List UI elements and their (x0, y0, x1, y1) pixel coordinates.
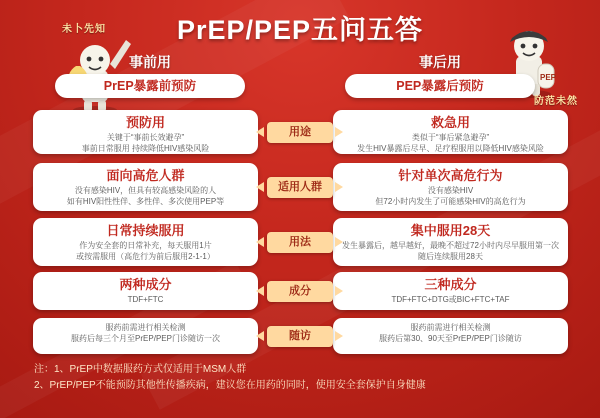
card-subtext-line: 没有感染HIV，但具有较高感染风险的人 (74, 186, 217, 195)
card-subtext-line: 如有HIV阳性性伴、多性伴、多次使用PEP等 (66, 196, 225, 206)
card-subtext-line: 但72小时内发生了可能感染HIV的高危行为 (375, 196, 526, 206)
row-tag: 用法 (267, 232, 333, 253)
card-subtext-line: 或按需服用（高危行为前后服用2-1-1） (76, 251, 215, 261)
card-subtext-line: 服药后每三个月至PrEP/PEP门诊随访一次 (71, 333, 220, 343)
pep-card (333, 110, 568, 154)
card-subtext-line: 没有感染HIV (427, 186, 474, 195)
arrow-right-icon (335, 286, 343, 296)
card-subtext (40, 133, 251, 154)
footnotes (34, 362, 574, 394)
left-corner-label: 未卜先知 (62, 24, 106, 35)
pep-card (333, 163, 568, 211)
arrow-right-icon (335, 127, 343, 137)
arrow-left-icon (256, 286, 264, 296)
arrow-left-icon (256, 182, 264, 192)
arrow-right-icon (335, 237, 343, 247)
row-tag: 适用人群 (267, 177, 333, 198)
card-title: 针对单次高危行为 (398, 168, 503, 183)
prep-card (33, 318, 258, 354)
arrow-left-icon (256, 127, 264, 137)
card-title: 救急用 (430, 115, 470, 130)
card-subtext-line: 服药后第30、90天至PrEP/PEP门诊随访 (379, 333, 522, 343)
card-subtext (340, 186, 561, 207)
pep-card (333, 272, 568, 310)
card-subtext-line: 发生HIV暴露后尽早、足疗程服用以降低HIV感染风险 (357, 143, 544, 153)
pep-pill: PEP暴露后预防 (345, 74, 535, 98)
row-tag: 随访 (267, 326, 333, 347)
prep-card (33, 272, 258, 310)
card-subtext (40, 241, 251, 262)
card-subtext-line: 事前日常服用 持续降低HIV感染风险 (81, 143, 210, 153)
card-subtext-line: 发生暴露后，越早越好，最晚不超过72小时内尽早服用第一次 (342, 241, 559, 250)
arrow-left-icon (256, 331, 264, 341)
page-title: PrEP/PEP五问五答 (176, 15, 424, 45)
card-title: 集中服用28天 (410, 223, 491, 238)
card-subtext-line: 随后连续服用28天 (418, 251, 483, 261)
left-column-heading: 事前用 (129, 54, 171, 70)
prep-card (33, 163, 258, 211)
pep-card (333, 218, 568, 266)
card-subtext-line: 服药前需进行相关检测 (105, 323, 186, 332)
prep-card (33, 110, 258, 154)
card-subtext-line: TDF+FTC+DTG或BIC+FTC+TAF (391, 295, 510, 304)
arrow-right-icon (335, 182, 343, 192)
prep-pill: PrEP暴露前预防 (55, 74, 245, 98)
card-subtext (40, 323, 251, 344)
card-title: 预防用 (125, 115, 165, 130)
row-tag: 成分 (267, 281, 333, 302)
card-title: 两种成分 (119, 277, 172, 292)
right-corner-label: 防范未然 (534, 96, 578, 107)
card-title: 面向高危人群 (106, 168, 185, 183)
footnote-1: 注：1、PrEP中数据服药方式仅适用于MSM人群 (34, 364, 247, 375)
arrow-right-icon (335, 331, 343, 341)
card-subtext (340, 295, 561, 306)
card-subtext (340, 323, 561, 344)
card-subtext-line: 作为安全套的日常补充，每天服用1片 (79, 241, 212, 250)
footnote-2: 2、PrEP/PEP不能预防其他性传播疾病，建议您在用药的同时，使用安全套保护自身健康 (34, 380, 426, 391)
card-subtext-line: 类似于“事后紧急避孕” (411, 133, 490, 142)
row-tag: 用途 (267, 122, 333, 143)
card-subtext (40, 186, 251, 207)
card-title: 三种成分 (424, 277, 477, 292)
prep-card (33, 218, 258, 266)
card-subtext (340, 241, 561, 262)
right-column-heading: 事后用 (419, 54, 461, 70)
arrow-left-icon (256, 237, 264, 247)
card-subtext (340, 133, 561, 154)
card-subtext-line: TDF+FTC (127, 295, 164, 304)
pep-card (333, 318, 568, 354)
card-subtext-line: 关键于“事前长效避孕” (106, 133, 185, 142)
card-subtext (40, 295, 251, 306)
card-title: 日常持续服用 (106, 223, 185, 238)
svg-text:PEP: PEP (540, 73, 557, 82)
card-subtext-line: 服药前需进行相关检测 (410, 323, 491, 332)
